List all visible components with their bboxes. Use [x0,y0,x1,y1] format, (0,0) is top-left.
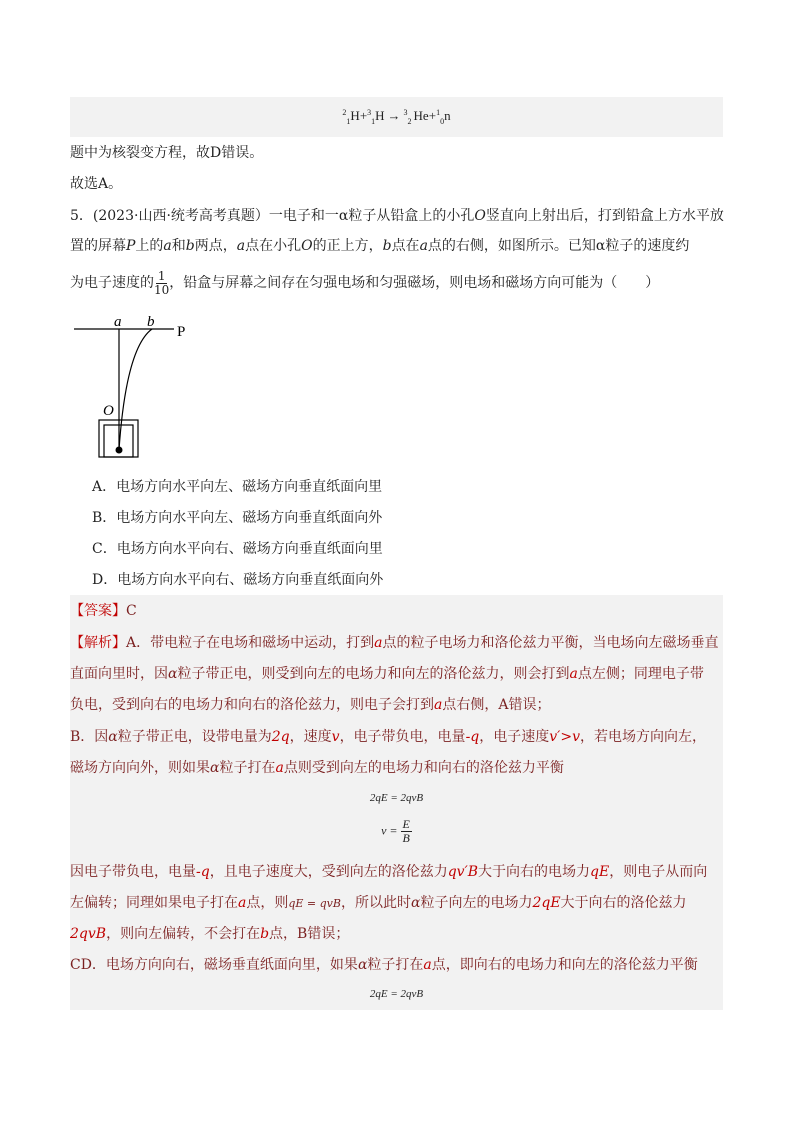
question-line-2: 置的屏幕P上的a和b两点，a点在小孔O的正上方，b点在a点的右侧，如图所示。已知α粒子的速度约 [70,238,690,254]
nuclear-equation: $^2_1$H+$^3_1$H → $^3_2$ He+$^1_0$n [342,107,451,126]
equation-velocity: v = $\frac{E}{B}$ [381,817,410,845]
neutron: $^1_0$ [436,107,445,126]
analysis-line-5: 磁场方向向外，则如果α粒子打在a点则受到向左的电场力和向右的洛伦兹力平衡 [70,760,564,776]
fraction-one-tenth: $\frac{1}{10}$ [154,268,170,297]
analysis-line-2: 直面向里时，因α粒子带正电，则受到向左的电场力和向左的洛伦兹力，则会打到a点左侧；同理电子带 [70,666,704,682]
equation-force-balance: 2qE = 2qvB [369,792,424,804]
source-dot [116,447,123,454]
analysis-line-9: CD．电场方向向右，磁场垂直纸面向里，如果α粒子打在a点，即向右的电场力和向左的洛伦兹力平衡 [70,957,698,973]
fission-statement: 题中为核裂变方程，故D错误。 [70,145,264,161]
label-a: a [114,314,122,330]
apparatus-figure [70,308,210,458]
deuterium: $^2_1$ [342,107,351,126]
label-p: P [177,324,186,340]
option-b: B．电场方向水平向左、磁场方向垂直纸面向外 [92,510,383,526]
label-b: b [147,314,155,330]
helium: $^3_2$ [403,107,412,126]
fraction-e-over-b: $\frac{E}{B}$ [402,817,410,845]
option-c: C．电场方向水平向右、磁场方向垂直纸面向里 [92,541,383,557]
question-line-1: 5．(2023·山西·统考高考真题）一电子和一α粒子从铅盒上的小孔O竖直向上射出后，打到铅盒上方水平放 [70,208,724,224]
analysis-line-6: 因电子带负电，电量-q，且电子速度大，受到向左的洛伦兹力qv′B大于向右的电场力qE，则电子从而向 [70,864,708,880]
label-o: O [103,403,114,419]
option-d: D．电场方向水平向右、磁场方向垂直纸面向外 [92,572,384,588]
analysis-line-3: 负电，受到向右的电场力和向右的洛伦兹力，则电子会打到a点右侧，A错误； [70,697,551,713]
question-line-3: 为电子速度的 $\frac{1}{10}$ ，铅盒与屏幕之间存在匀强电场和匀强磁场，则电场和磁场方向可能为（ ） [70,268,660,297]
answer-line: 【答案】C [70,603,137,619]
equation-force-balance-2: 2qE = 2qvB [369,988,424,1000]
analysis-line-4: B．因α粒子带正电，设带电量为2q，速度v，电子带负电，电量-q，电子速度v′>v，若电场方向向左， [70,729,706,745]
analysis-line-1: 【解析】A．带电粒子在电场和磁场中运动，打到a点的粒子电场力和洛伦兹力平衡，当电场向左磁场垂直 [70,635,719,651]
option-a: A．电场方向水平向左、磁场方向垂直纸面向里 [92,479,383,495]
analysis-line-8: 2qvB，则向左偏转，不会打在b点，B错误； [70,926,350,942]
electron-path [119,329,152,450]
tritium: $^3_1$ [367,107,376,126]
choose-a: 故选A。 [70,176,123,192]
analysis-line-7: 左偏转；同理如果电子打在a点，则qE = qvB，所以此时α粒子向左的电场力2qE大于向右的洛伦兹力 [70,895,687,911]
